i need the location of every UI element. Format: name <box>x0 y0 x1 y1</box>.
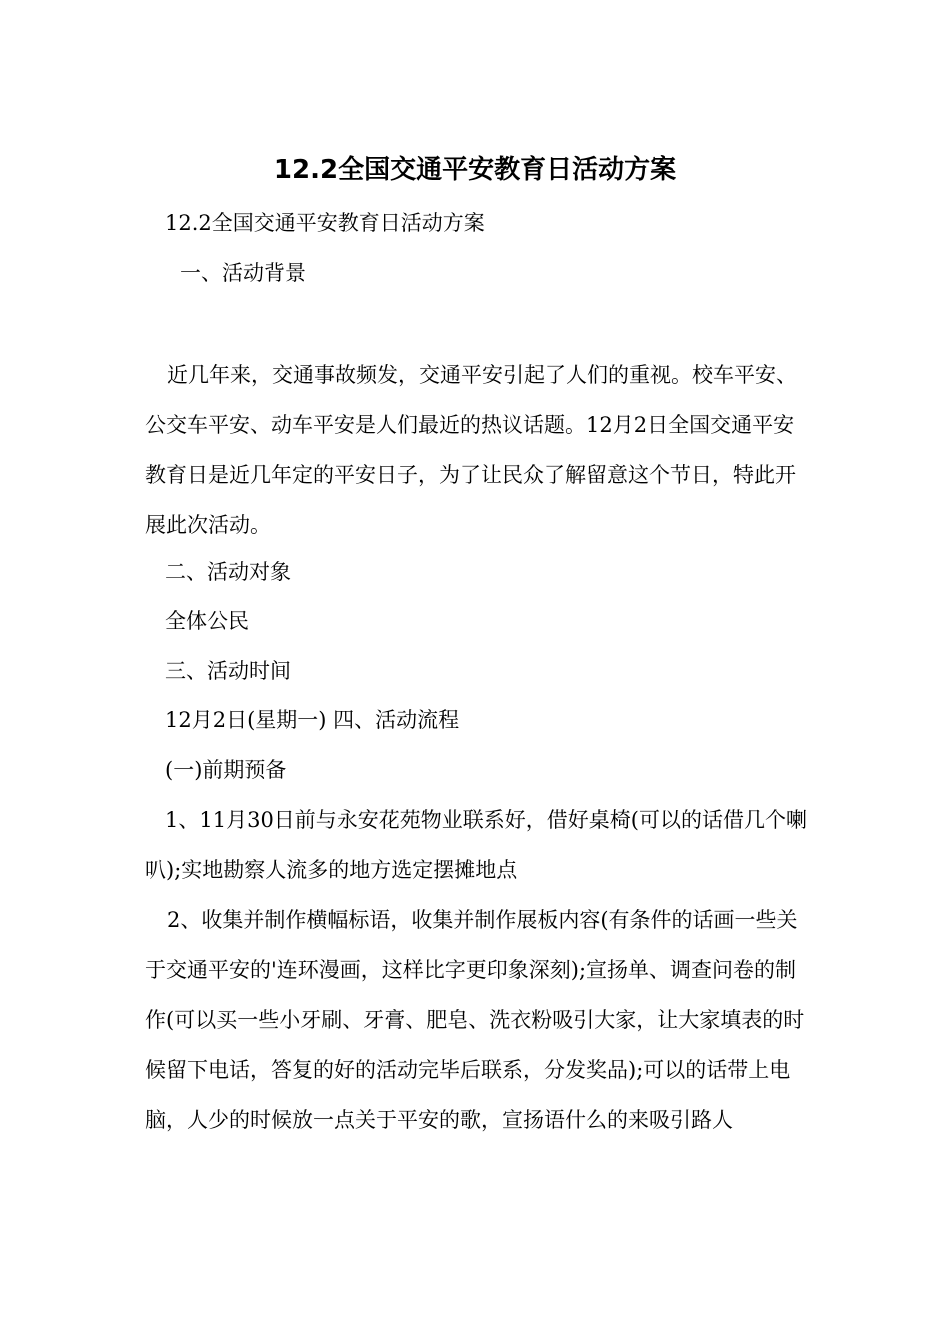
document-subtitle: 12.2全国交通平安教育日活动方案 <box>165 211 485 235</box>
document-title: 12.2全国交通平安教育日活动方案 <box>273 155 677 185</box>
section-heading-time: 三、活动时间 <box>165 659 291 683</box>
section-body-time: 12月2日(星期一) 四、活动流程 <box>165 708 460 732</box>
subsection-heading-preparation: (一)前期预备 <box>165 758 287 782</box>
list-item-2: 2、收集并制作横幅标语，收集并制作展板内容(有条件的话画一些关于交通平安的'连环漫画，这样比字更印象深刻);宣扬单、调查问卷的制作(可以买一些小牙刷、牙膏、肥皂、洗衣粉吸引大家，让大家填表的时候留下电话，答复的好的活动完毕后联系，分发奖品);可以的话带上电脑，人少的时候放一点关于平安的歌，宣扬语什么的来吸引路人 <box>145 908 805 1132</box>
section-heading-background: 一、活动背景 <box>180 261 306 285</box>
section-body-background: 近几年来，交通事故频发，交通平安引起了人们的重视。校车平安、公交车平安、动车平安是人们最近的热议话题。12月2日全国交通平安教育日是近几年定的平安日子，为了让民众了解留意这个节日，特此开展此次活动。 <box>145 363 797 537</box>
section-body-audience: 全体公民 <box>165 609 249 633</box>
section-heading-audience: 二、活动对象 <box>165 560 291 584</box>
list-item-1: 1、11月30日前与永安花苑物业联系好，借好桌椅(可以的话借几个喇叭);实地勘察人流多的地方选定摆摊地点 <box>145 808 807 882</box>
